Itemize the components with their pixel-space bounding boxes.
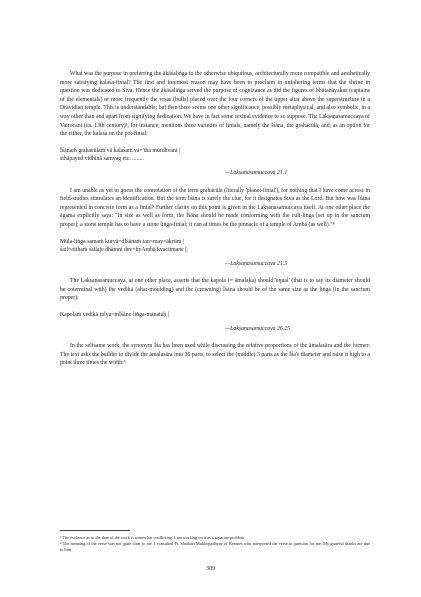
footnote-divider <box>60 530 130 531</box>
verse-block-3 <box>60 311 370 320</box>
verse-source-1: —Lakṣaṇasamuccaya 21.1 <box>225 169 288 176</box>
verse-line: Mūla-liṅga samaṁ kuryā=dĪśānaṁ tan=may=ākṛtim | <box>60 238 184 245</box>
footnote-4: ⁴ The meaning of the verse was not quite clear to me. I consulted Pt. Shatkari Mukhopadhyay of Benares who interpreted the verse in question for me. My grateful thanks are due to him. <box>60 541 370 553</box>
paragraph-1: What was the purpose in preferring the ākāśaliṅga to the otherwise ubiquitous, architecturally more compatible and aesthetically more satisfying kalaśa-finial? The first and foremost reason may have been to proclaim in unfaltering terms that the shrine in question was dedicated to Śiva. Hence the ākāśaliṅga served the purpose of cognizance as did the figures of bhūtanāyakas (captains of the elementals) or more frequently the vṛṣas (bulls) placed over the four corners of the upper altar above the superstructure in a Drāviḍian temple. This is understandable; but then there seems one other significance, possibly metaphysical, and also symbolic, in a way other than and apart from signifying dedication. We have in fact some textual evidence to so suppose. The Lakṣaṇasamuccaya of Vairocani (ca. 13th century)³, for instance, mentions three varieties of finials, namely the Īśāna, the grahacūlā, and, as an option for the either, the kalaśa on the pot-finial: <box>60 71 370 138</box>
page-number: 309 <box>206 566 215 572</box>
verse-line: Kapolaṁ vedikā tulya=mĪśāno liṅga-mānataḥ | <box>60 312 169 319</box>
footnotes <box>60 530 370 554</box>
paragraph-4: In the selfsame work, the synonym Īśa has been used while discussing the relative proportions of the āmalasāra and the former: The text asks the builder to divide the āmalasāra into 36 parts, to select the (middle) 3 parts as the Īśa's diameter and raise it high to a point three times the width:⁵ <box>60 343 370 367</box>
paragraph-3: The Lakṣaṇasamuccaya, at one other place, asserts that the kapola (= āmalaka) should 'equal' (that is to say its diameter should be coterminal with) the vedikā (altar-moulding) and the (crowning) Īśāna should be of the same size as the liṅga (in the sanctum proper): <box>60 278 370 302</box>
verse-source-2: —Lakṣaṇasamuccaya 21.3 <box>225 260 288 267</box>
verse-block-2 <box>60 238 370 255</box>
verse-block-1 <box>60 147 370 164</box>
verse-line: sthāpayed vidhinā samyag etc. ........ <box>60 156 144 163</box>
paragraph-2: I am unable as yet to guess the connotation of the term grahacūlā (literally 'planet-finial'), for nothing that I have come across in field-studies stimulates an identification. But the term Īśāna is surely the clue, for it designates Śiva as the Lord. But how was Īśāna represented in concrete form as a finial? Further clarity on this point is given in the Lakṣaṇasamuccaya itself. At one other place the āgama explicitly says: "In size as well as form, the Īśāna should be made conforming with the cult-liṅga [set up in the sanctum proper]; a stone temple has to have a stone liṅga-finial; it can at times be the pinnacle of a temple of Ambā (as well)."⁴ <box>60 187 370 228</box>
footnote-3: ³ The evidence as to the date of the work is somewhat conflicting. I am working on it as a separate problem. <box>60 535 246 540</box>
body-text <box>60 70 370 368</box>
verse-line: Īśānaṁ grahacūlaṁ vā kalaśaṁ vā='tha mūrdhvani | <box>60 147 181 154</box>
verse-line: śail=otthaṁ śailaje dhāmni dev=hyAmbā kvacitmane || <box>60 247 188 254</box>
verse-source-3: —Lakṣaṇasamuccaya 26.25 <box>225 325 291 332</box>
